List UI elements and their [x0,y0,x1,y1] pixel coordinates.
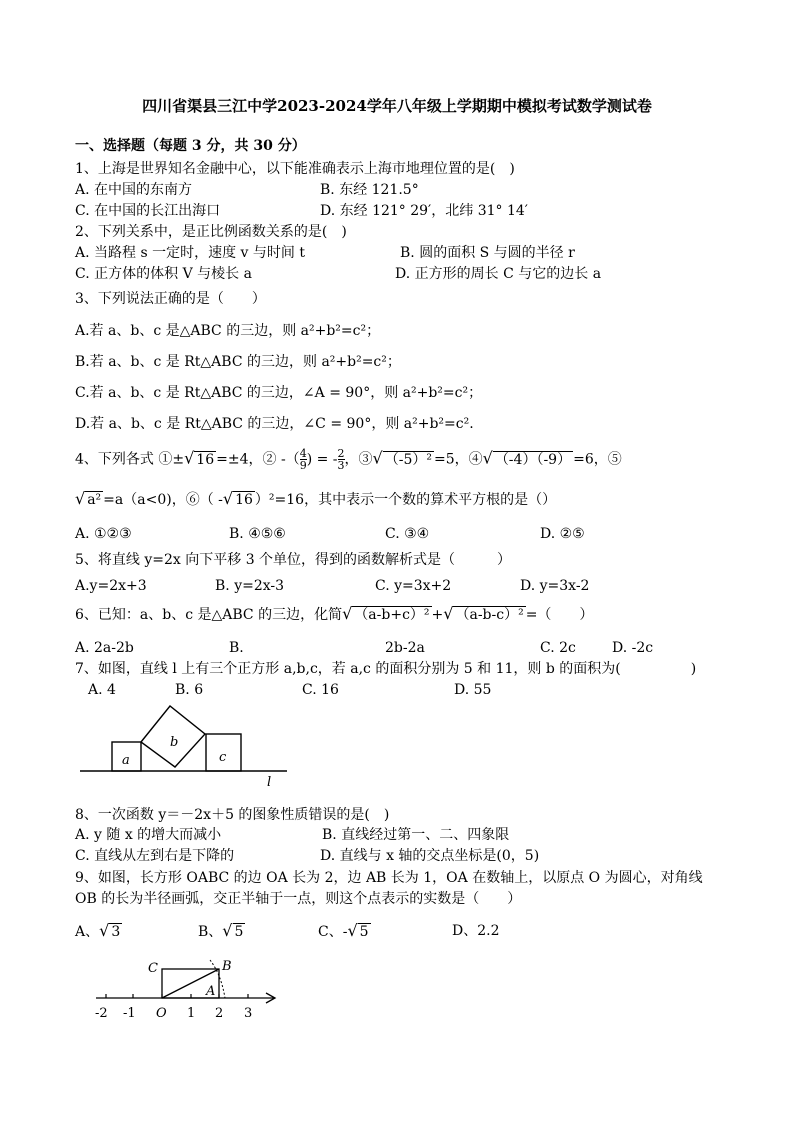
q5-option-c: C. y=3x+2 [375,578,452,594]
q7-option-c: C. 16 [302,682,339,698]
q7-option-b: B. 6 [175,682,204,698]
q6-option-b-value: 2b-2a [385,640,425,656]
q2-option-c: C. 正方体的体积 V 与棱长 a [75,266,252,282]
q9-numberline-figure [88,952,283,1024]
q4-option-a: A. ①②③ [75,526,132,542]
q4-text: ）²=16，其中表示一个数的算术平方根的是（） [254,492,557,508]
q2-stem: 2、下列关系中，是正比例函数关系的是( ) [75,224,347,240]
q9-option-a-label: A、 [75,924,100,940]
q2-option-d: D. 正方形的周长 C 与它的边长 a [395,266,602,282]
q1-option-a: A. 在中国的东南方 [75,182,193,198]
q3-option-d: D.若 a、b、c 是 Rt△ABC 的三边，∠C = 90°，则 a²+b²=c². [75,416,474,432]
radical-sign: √ [443,604,454,623]
q7-option-a: A. 4 [88,682,116,698]
tick-label: 1 [187,1006,196,1021]
q9-option-c [318,921,371,942]
radical-sign: √ [342,604,353,623]
radical-sign: √ [482,448,493,468]
q3-option-c: C.若 a、b、c 是 Rt△ABC 的三边，∠A = 90°，则 a²+b²=c²； [75,385,483,401]
label-c: c [219,750,227,765]
q5-option-d: D. y=3x-2 [520,578,590,594]
q6-radicand: （a-b-c）² [455,607,524,623]
q6-text: =（ ） [525,607,594,623]
radical-sign: √ [222,921,233,940]
radical-sign: √ [347,921,358,940]
q8-option-d: D. 直线与 x 轴的交点坐标是(0，5) [320,848,540,864]
q6-text: 6、已知：a、b、c 是△ABC 的三边，化简 [75,607,343,623]
q4-frac-den: 9 [299,459,307,472]
q8-option-b: B. 直线经过第一、二、四象限 [322,827,510,843]
section-heading: 一、选择题（每题 3 分，共 30 分） [75,138,306,154]
q1-option-d: D. 东经 121° 29′，北纬 31° 14′ [320,203,528,219]
q3-option-a: A.若 a、b、c 是△ABC 的三边，则 a²+b²=c²； [75,323,381,339]
q4-radicand: 16 [235,492,253,508]
q4-line2 [75,489,556,510]
label-l: l [267,775,272,790]
q5-option-a: A.y=2x+3 [75,578,147,594]
q9-stem-line2: OB 的长为半径画弧，交正半轴于一点，则这个点表示的实数是（ ） [75,891,522,907]
q4-text: =6，⑤ [573,451,622,468]
q6-option-c: C. 2c [540,640,576,656]
q4-text: ) = - [306,451,338,468]
q4-option-c: C. ③④ [385,526,430,542]
q4-radicand: a² [87,492,102,508]
q6-option-a: A. 2a-2b [75,640,134,656]
q4-text: 4、下列各式 ①± [75,451,185,468]
q4-option-b: B. ④⑤⑥ [229,526,286,542]
q3-option-b: B.若 a、b、c 是 Rt△ABC 的三边，则 a²+b²=c²； [75,354,401,370]
q2-option-b: B. 圆的面积 S 与圆的半径 r [400,245,575,261]
q4-text: ，③ [344,451,373,468]
q8-option-a: A. y 随 x 的增大而减小 [75,827,222,843]
q6-option-b: B. [229,640,244,656]
q9-stem-line1: 9、如图，长方形 OABC 的边 OA 长为 2，边 AB 长为 1，OA 在数轴上，以原点 O 为圆心，对角线 [75,870,703,886]
q5-option-b: B. y=2x-3 [215,578,285,594]
q3-stem: 3、下列说法正确的是（ ） [75,291,266,307]
q4-frac-num: 4 [299,447,307,460]
q9-option-b [198,921,245,942]
q9-option-c-radicand: 5 [359,924,369,940]
radical-sign: √ [372,448,383,468]
label-a: a [122,753,130,768]
label-c: C [148,961,158,976]
q5-stem: 5、将直线 y=2x 向下平移 3 个单位，得到的函数解析式是（ ） [75,552,512,568]
q7-squares-figure [75,700,300,790]
q4-fraction [300,448,307,471]
tick-label: 3 [244,1006,253,1021]
q9-option-b-radicand: 5 [234,924,244,940]
q4-radicand: （-4）（-9） [494,451,572,468]
radical-sign: √ [99,921,110,940]
radical-sign: √ [222,489,234,508]
q4-line1 [75,448,622,471]
q4-radicand: 16 [196,451,215,468]
q8-stem: 8、一次函数 y＝－2x＋5 的图象性质错误的是( ) [75,807,390,823]
q9-option-d: D、2.2 [452,923,500,939]
q6-radicand: （a-b+c）² [354,607,430,623]
tick-label: 2 [215,1006,224,1021]
q9-option-a-radicand: 3 [111,924,121,940]
q2-option-a: A. 当路程 s 一定时，速度 v 与时间 t [75,245,305,261]
radical-sign: √ [75,489,86,508]
q4-text: =5，④ [433,451,483,468]
q9-option-a [75,921,122,942]
page-title: 四川省渠县三江中学2023-2024学年八年级上学期期中模拟考试数学测试卷 [142,97,652,115]
radical-sign: √ [184,448,195,468]
q4-frac-num: 2 [337,447,345,460]
q4-option-d: D. ②⑤ [540,526,585,542]
q6-line [75,604,593,625]
tick-label: -1 [123,1006,136,1021]
q4-text: =±4，② -（ [216,451,300,468]
tick-label: O [156,1006,167,1021]
label-a: A [206,984,216,999]
q1-option-b: B. 东经 121.5° [320,182,419,198]
q4-frac-den: 3 [337,459,345,472]
q4-text: =a（a<0)，⑥（ - [103,492,223,508]
label-b: B [222,959,232,974]
q8-option-c: C. 直线从左到右是下降的 [75,848,235,864]
q6-plus: + [431,607,444,623]
q7-option-d: D. 55 [454,682,492,698]
q6-option-d: D. -2c [612,640,654,656]
q9-option-b-label: B、 [198,924,223,940]
label-b: b [170,735,179,750]
q1-stem: 1、上海是世界知名金融中心，以下能准确表示上海市地理位置的是( ) [75,161,515,177]
tick-label: -2 [95,1006,108,1021]
q1-option-c: C. 在中国的长江出海口 [75,203,221,219]
q4-radicand: （-5）² [384,451,432,468]
q4-fraction [338,448,345,471]
q7-stem: 7、如图，直线 l 上有三个正方形 a,b,c，若 a,c 的面积分别为 5 和 11，则 b 的面积为( ) [75,661,697,677]
q9-option-c-label: C、- [318,924,348,940]
